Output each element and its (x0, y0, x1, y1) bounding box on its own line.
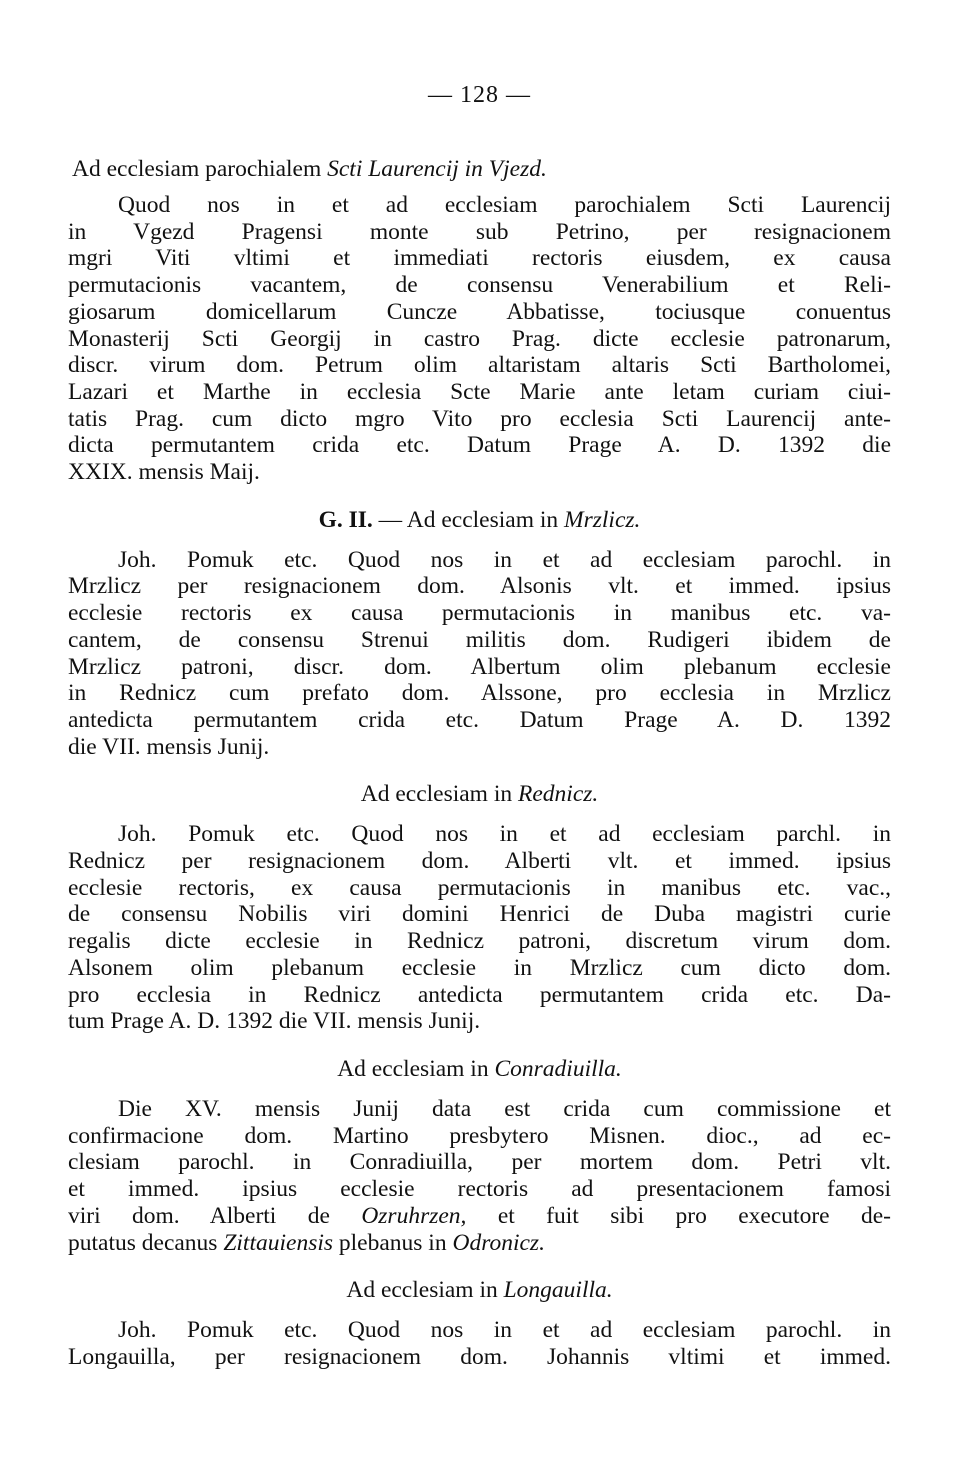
text-run: putatus decanus (68, 1229, 224, 1256)
place-name: Odronicz. (452, 1229, 545, 1256)
text-line: pro ecclesia in Rednicz antedicta permutantem crida etc. Da- (68, 981, 891, 1008)
text-line: regalis dicte ecclesie in Rednicz patroni, discretum virum dom. (68, 928, 891, 955)
text-line: Monasterij Scti Georgij in castro Prag. dicte ecclesie patronarum, (68, 325, 891, 352)
place-name: Zittauiensis (223, 1229, 334, 1256)
section-heading (68, 1275, 891, 1305)
page-number: — 128 — (428, 82, 531, 108)
heading-place-name: Conradiuilla. (494, 1055, 622, 1082)
heading-text: Ad ecclesiam parochialem (72, 156, 328, 182)
text-line (68, 1230, 891, 1257)
section-body (68, 1317, 891, 1370)
text-line: Die XV. mensis Junij data est crida cum commissione et (118, 1095, 891, 1122)
text-line: permutacionis vacantem, de consensu Venerabilium et Reli- (68, 272, 891, 299)
section-mrzlicz (68, 505, 891, 761)
section-body (68, 192, 891, 486)
heading-text: — Ad ecclesiam in (372, 506, 565, 533)
text-run: et fuit sibi pro executore de- (466, 1202, 891, 1229)
text-line: ecclesie rectoris ex causa permutacionis in manibus etc. va- (68, 600, 891, 627)
text-line: clesiam parochl. in Conradiuilla, per mortem dom. Petri vlt. (68, 1149, 891, 1176)
heading-place-name: Mrzlicz. (564, 506, 641, 533)
text-line: et immed. ipsius ecclesie rectoris ad presentacionem famosi (68, 1176, 891, 1203)
section-body (68, 547, 891, 761)
heading-place-name: Scti Laurencij in Vjezd. (327, 156, 547, 182)
text-line: Longauilla, per resignacionem dom. Johannis vltimi et immed. (68, 1343, 891, 1370)
section-laurencij (68, 154, 891, 486)
text-line: XXIX. mensis Maij. (68, 459, 260, 486)
text-line: Lazari et Marthe in ecclesia Scte Marie ante letam curiam ciui- (68, 378, 891, 405)
text-line: Joh. Pomuk etc. Quod nos in et ad ecclesiam parochl. in (118, 1317, 891, 1344)
text-line: Quod nos in et ad ecclesiam parochialem Scti Laurencij (118, 192, 891, 218)
text-line: mgri Viti vltimi et immediati rectoris eiusdem, ex causa (68, 245, 891, 272)
text-line: discr. virum dom. Petrum olim altaristam altaris Scti Bartholomei, (68, 352, 891, 379)
text-run: plebanus in (333, 1229, 453, 1256)
heading-signature: G. II. (318, 506, 373, 533)
section-heading (68, 1054, 891, 1084)
heading-place-name: Rednicz. (518, 781, 599, 808)
section-heading (68, 779, 891, 809)
text-line: Alsonem olim plebanum ecclesie in Mrzlicz cum dicto dom. (68, 954, 891, 981)
text-line: Joh. Pomuk etc. Quod nos in et ad ecclesiam parochl. in (118, 546, 891, 573)
document-page (68, 78, 891, 1371)
text-line (68, 1203, 891, 1230)
text-line: cantem, de consensu Strenui militis dom. Rudigeri ibidem de (68, 626, 891, 653)
section-longauilla (68, 1275, 891, 1370)
heading-text: Ad ecclesiam in (337, 1055, 495, 1082)
text-line: Joh. Pomuk etc. Quod nos in et ad ecclesiam parchl. in (118, 821, 891, 848)
text-line: giosarum domicellarum Cuncze Abbatisse, tociusque conuentus (68, 298, 891, 325)
section-body (68, 1096, 891, 1256)
section-rednicz (68, 779, 891, 1035)
heading-place-name: Longauilla. (503, 1277, 613, 1304)
text-line: die VII. mensis Junij. (68, 733, 270, 760)
section-body (68, 821, 891, 1035)
heading-text: Ad ecclesiam in (360, 781, 518, 808)
text-line: in Rednicz cum prefato dom. Alssone, pro ecclesia in Mrzlicz (68, 680, 891, 707)
text-line: de consensu Nobilis viri domini Henrici de Duba magistri curie (68, 901, 891, 928)
text-line: Mrzlicz per resignacionem dom. Alsonis vlt. et immed. ipsius (68, 573, 891, 600)
text-line: confirmacione dom. Martino presbytero Misnen. dioc., ad ec- (68, 1122, 891, 1149)
text-line: ecclesie rectoris, ex causa permutacionis in manibus etc. vac., (68, 874, 891, 901)
text-line: Rednicz per resignacionem dom. Alberti vlt. et immed. ipsius (68, 848, 891, 875)
heading-text: Ad ecclesiam in (346, 1277, 504, 1304)
text-line: tum Prage A. D. 1392 die VII. mensis Junij. (68, 1008, 481, 1035)
text-line: in Vgezd Pragensi monte sub Petrino, per resignacionem (68, 218, 891, 245)
text-line: Mrzlicz patroni, discr. dom. Albertum olim plebanum ecclesie (68, 653, 891, 680)
text-run: viri dom. Alberti de (68, 1202, 362, 1229)
section-heading (68, 505, 891, 535)
person-name: Ozruhrzen, (361, 1202, 467, 1229)
section-conradiuilla (68, 1054, 891, 1256)
text-line: antedicta permutantem crida etc. Datum Prage A. D. 1392 (68, 706, 891, 733)
section-heading (68, 154, 891, 184)
text-line: dicta permutantem crida etc. Datum Prage A. D. 1392 die (68, 432, 891, 459)
text-line: tatis Prag. cum dicto mgro Vito pro ecclesia Scti Laurencij ante- (68, 405, 891, 432)
